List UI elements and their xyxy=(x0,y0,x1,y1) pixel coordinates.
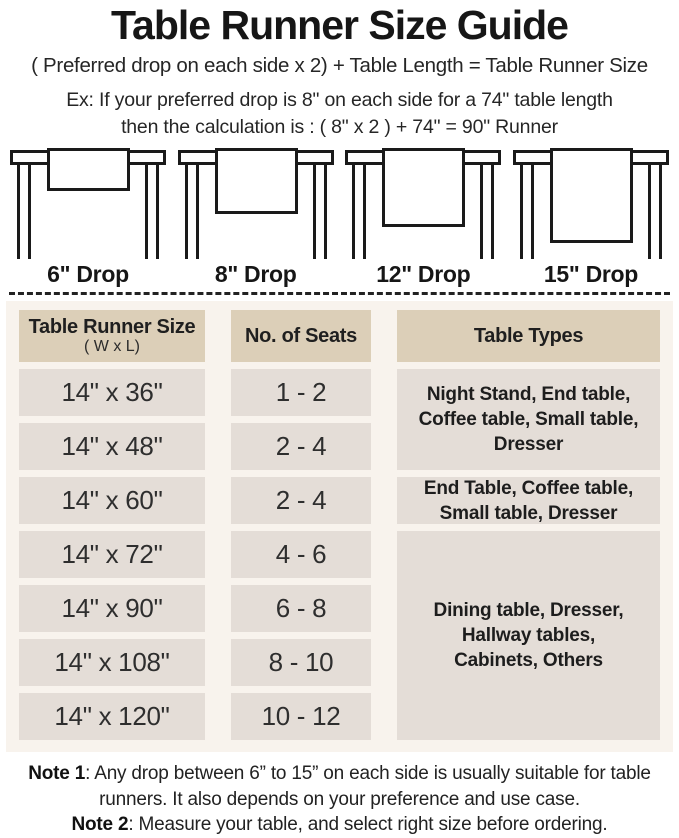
drop-labels-row xyxy=(0,260,679,288)
note-2 xyxy=(2,812,677,838)
drop-label-15: 15" Drop xyxy=(543,261,639,287)
size-cell: 14" x 48" xyxy=(19,423,205,470)
seats-cell: 1 - 2 xyxy=(231,369,371,416)
table-types-cell-small: Night Stand, End table, Coffee table, Small table, Dresser xyxy=(397,369,660,470)
size-cell: 14" x 72" xyxy=(19,531,205,578)
example-line-1: Ex: If your preferred drop is 8" on each side for a 74" table length xyxy=(66,89,613,111)
size-cell: 14" x 60" xyxy=(19,477,205,524)
header-seats: No. of Seats xyxy=(231,310,371,362)
header-runner-size-subtitle: ( W x L) xyxy=(84,338,140,355)
drop-label-8: 8" Drop xyxy=(214,261,297,287)
size-cell: 14" x 108" xyxy=(19,639,205,686)
drop-label-12: 12" Drop xyxy=(376,261,471,287)
example-line-2: then the calculation is : ( 8" x 2 ) + 74" = 90" Runner xyxy=(121,115,558,138)
table-runner-15-drop-icon xyxy=(510,147,672,259)
notes-section xyxy=(0,761,679,838)
size-table xyxy=(6,301,673,752)
note-2-text: : Measure your table, and select right size before ordering. xyxy=(128,814,608,835)
table-runner-12-drop-icon xyxy=(342,147,504,259)
drop-label-6: 6" Drop xyxy=(47,261,129,287)
table-types-cell-medium: End Table, Coffee table, Small table, Dresser xyxy=(397,477,660,524)
seats-cell: 4 - 6 xyxy=(231,531,371,578)
seats-cell: 8 - 10 xyxy=(231,639,371,686)
header-runner-size xyxy=(19,310,205,362)
formula-text: ( Preferred drop on each side x 2) + Table Length = Table Runner Size xyxy=(31,54,648,77)
table-diagram-8-drop xyxy=(175,147,337,259)
page-title: Table Runner Size Guide xyxy=(111,2,568,48)
seats-cell: 2 - 4 xyxy=(231,477,371,524)
size-cell: 14" x 120" xyxy=(19,693,205,740)
note-2-label: Note 2 xyxy=(71,814,129,835)
table-diagram-12-drop xyxy=(342,147,504,259)
header-table-types: Table Types xyxy=(397,310,660,362)
table-diagram-6-drop xyxy=(7,147,169,259)
note-1 xyxy=(2,761,677,812)
note-1-text: : Any drop between 6” to 15” on each side is usually suitable for table runners. It also depends on your preference and use case. xyxy=(85,763,651,810)
header-runner-size-title: Table Runner Size xyxy=(28,316,196,338)
table-runner-6-drop-icon xyxy=(7,147,169,259)
drop-illustrations xyxy=(0,147,679,259)
note-1-label: Note 1 xyxy=(28,763,86,784)
dashed-divider xyxy=(9,292,670,295)
seats-cell: 10 - 12 xyxy=(231,693,371,740)
seats-cell: 6 - 8 xyxy=(231,585,371,632)
table-runner-8-drop-icon xyxy=(175,147,337,259)
size-guide-page xyxy=(0,2,679,835)
seats-cell: 2 - 4 xyxy=(231,423,371,470)
size-cell: 14" x 90" xyxy=(19,585,205,632)
size-cell: 14" x 36" xyxy=(19,369,205,416)
table-types-cell-large: Dining table, Dresser, Hallway tables, Cabinets, Others xyxy=(397,531,660,740)
table-diagram-15-drop xyxy=(510,147,672,259)
